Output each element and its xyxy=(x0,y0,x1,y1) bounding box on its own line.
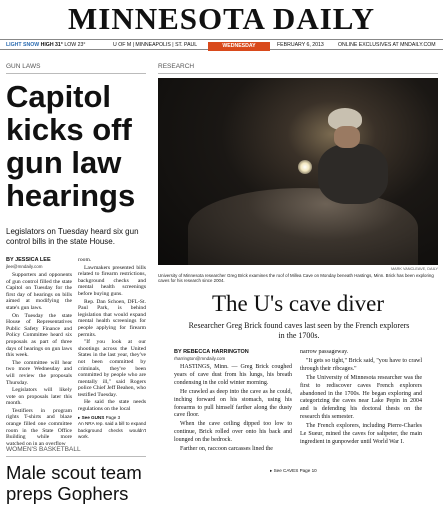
paragraph: narrow passageway. xyxy=(300,349,349,355)
paragraph: The French explorers, including Pierre-Charles Le Sueur, mined the caves for saltpeter, the main ingredient in gunpowder until World War I. xyxy=(300,423,422,445)
photo-cutline: University of Minnesota researcher Greg Brick examines the roof of Millea Cave on Monday beneath Hastings, Minn. Brick has been exploring caves for his research since 2004. xyxy=(158,273,434,284)
campus-list: U OF M | MINNEAPOLIS | ST. PAUL xyxy=(113,42,198,48)
gun-law-email: jlee@mndaily.com xyxy=(6,264,43,269)
weekday-badge: WEDNESDAY xyxy=(208,42,270,51)
see-caves-page: Page 10 xyxy=(299,468,317,473)
gun-law-column-1 xyxy=(6,272,72,448)
paragraph: room. xyxy=(78,257,92,263)
paragraph: Supporters and opponents of gun control filled the state Capitol on Tuesday for the first day of hearings on bills aimed at modifying the state's gun laws. xyxy=(6,272,72,311)
cave-headline[interactable]: The U's cave diver xyxy=(211,291,385,316)
paragraph: Farther on, raccoon carcasses lined the xyxy=(180,446,273,453)
explorer-body xyxy=(318,144,388,204)
see-guns-page: Page 3 xyxy=(105,414,121,420)
weather-high: HIGH 31° xyxy=(40,42,63,48)
gun-law-jump[interactable]: ▸ See GUNS Page 3 xyxy=(78,414,121,420)
paragraph: Rep. Dan Schoen, DFL-St. Paul Park, is behind legislation that would expand mental health screenings for people applying for firearm permits. xyxy=(78,298,146,338)
paragraph: Testifiers in program rights T-shirts and blaze orange filled one committee room in the State Office Building while more watched on in an overflow xyxy=(6,407,72,447)
weather-low: LOW 23° xyxy=(64,42,86,48)
weather-readout xyxy=(6,42,85,48)
paragraph: HASTINGS, Minn. — Greg Brick coughed years of cave dust from his lungs, his breath condensing in the cold winter morning. xyxy=(174,364,292,386)
paragraph: He crawled as deep into the cave as he could, inching forward on his stomach, using his forearms to pull himself farther along the dusty cave floor. xyxy=(174,388,292,419)
gun-law-column-2 xyxy=(78,257,146,441)
basketball-headline[interactable]: Male scout team preps Gophers xyxy=(6,462,142,504)
cave-dek: Researcher Greg Brick found caves last seen by the French explorers in the 1700s. xyxy=(188,321,410,340)
online-link[interactable]: ONLINE EXCLUSIVES AT MNDAILY.COM xyxy=(338,42,436,48)
issue-date: FEBRUARY 6, 2013 xyxy=(277,42,324,48)
section-research: RESEARCH xyxy=(158,63,195,70)
see-guns-label: See GUNS xyxy=(81,414,105,420)
info-bar xyxy=(0,39,443,50)
cave-column-2 xyxy=(300,349,422,448)
lamp-icon xyxy=(298,160,312,174)
section-rule xyxy=(158,73,438,74)
section-gun-laws: GUN LAWS xyxy=(6,63,41,70)
cave-rock xyxy=(188,188,418,265)
section-womens-basketball: WOMEN'S BASKETBALL xyxy=(6,446,81,453)
paragraph: "If you look at our shootings across the United States in the last year, they've not been committed by criminals, they've been committed by people who are mentally ill," said Rogers police Chief Jeff Beahen, who testified Tuesday. xyxy=(78,339,146,398)
cave-column-1 xyxy=(174,364,292,455)
section-rule xyxy=(6,73,146,74)
paragraph: On Tuesday the state House of Representatives Public Safety Finance and Policy Committee heard six proposals as part of three days of hearings on gun laws this week. xyxy=(6,312,72,359)
see-caves-label: See CAVES xyxy=(273,468,299,473)
paragraph: He said the state needs regulations on the local xyxy=(78,399,146,413)
paragraph: The University of Minnesota researcher was the first to rediscover caves French explorers abandoned in the 1700s. He began exploring and categorizing the caves near Lake Pepin in 2004 and is defending his doctoral thesis on the research this semester. xyxy=(300,374,422,421)
gun-law-headline[interactable]: Capitol kicks off gun law hearings xyxy=(6,79,136,213)
gun-law-jump-note: An NRA rep. said a bill to expand background checks wouldn't work. xyxy=(78,421,146,440)
photo-credit: MARK VANCLEAVE, DAILY xyxy=(390,267,438,271)
section-rule xyxy=(6,456,146,457)
cave-byline: BY REBECCA HARRINGTON xyxy=(174,349,249,355)
cave-photo[interactable] xyxy=(158,78,438,265)
gun-law-dek: Legislators on Tuesday heard six gun control bills in the state House. xyxy=(6,227,139,246)
weather-label: LIGHT SNOW xyxy=(6,42,40,48)
cave-email: rharrington@mndaily.com xyxy=(174,356,226,361)
paragraph: The committee will hear two more Wednesday and will review the proposals Thursday. xyxy=(6,359,72,386)
gun-law-byline: BY JESSICA LEE xyxy=(6,257,51,263)
paragraph: "It gets so tight," Brick said, "you have to crawl through their ribcages." xyxy=(300,357,422,372)
paragraph: Legislators will likely vote on proposals later this month. xyxy=(6,387,72,407)
masthead-title: MINNESOTA DAILY xyxy=(68,1,375,36)
paragraph: When the cave ceiling dipped too low to continue, Brick rolled over onto his back and lounged on the bedrock. xyxy=(174,421,292,444)
paragraph: Lawmakers presented bills related to firearm restrictions, background checks and mental health screenings before buying guns. xyxy=(78,264,146,297)
cave-jump[interactable]: ▸ See CAVES Page 10 xyxy=(270,468,317,473)
explorer-face xyxy=(334,126,360,148)
